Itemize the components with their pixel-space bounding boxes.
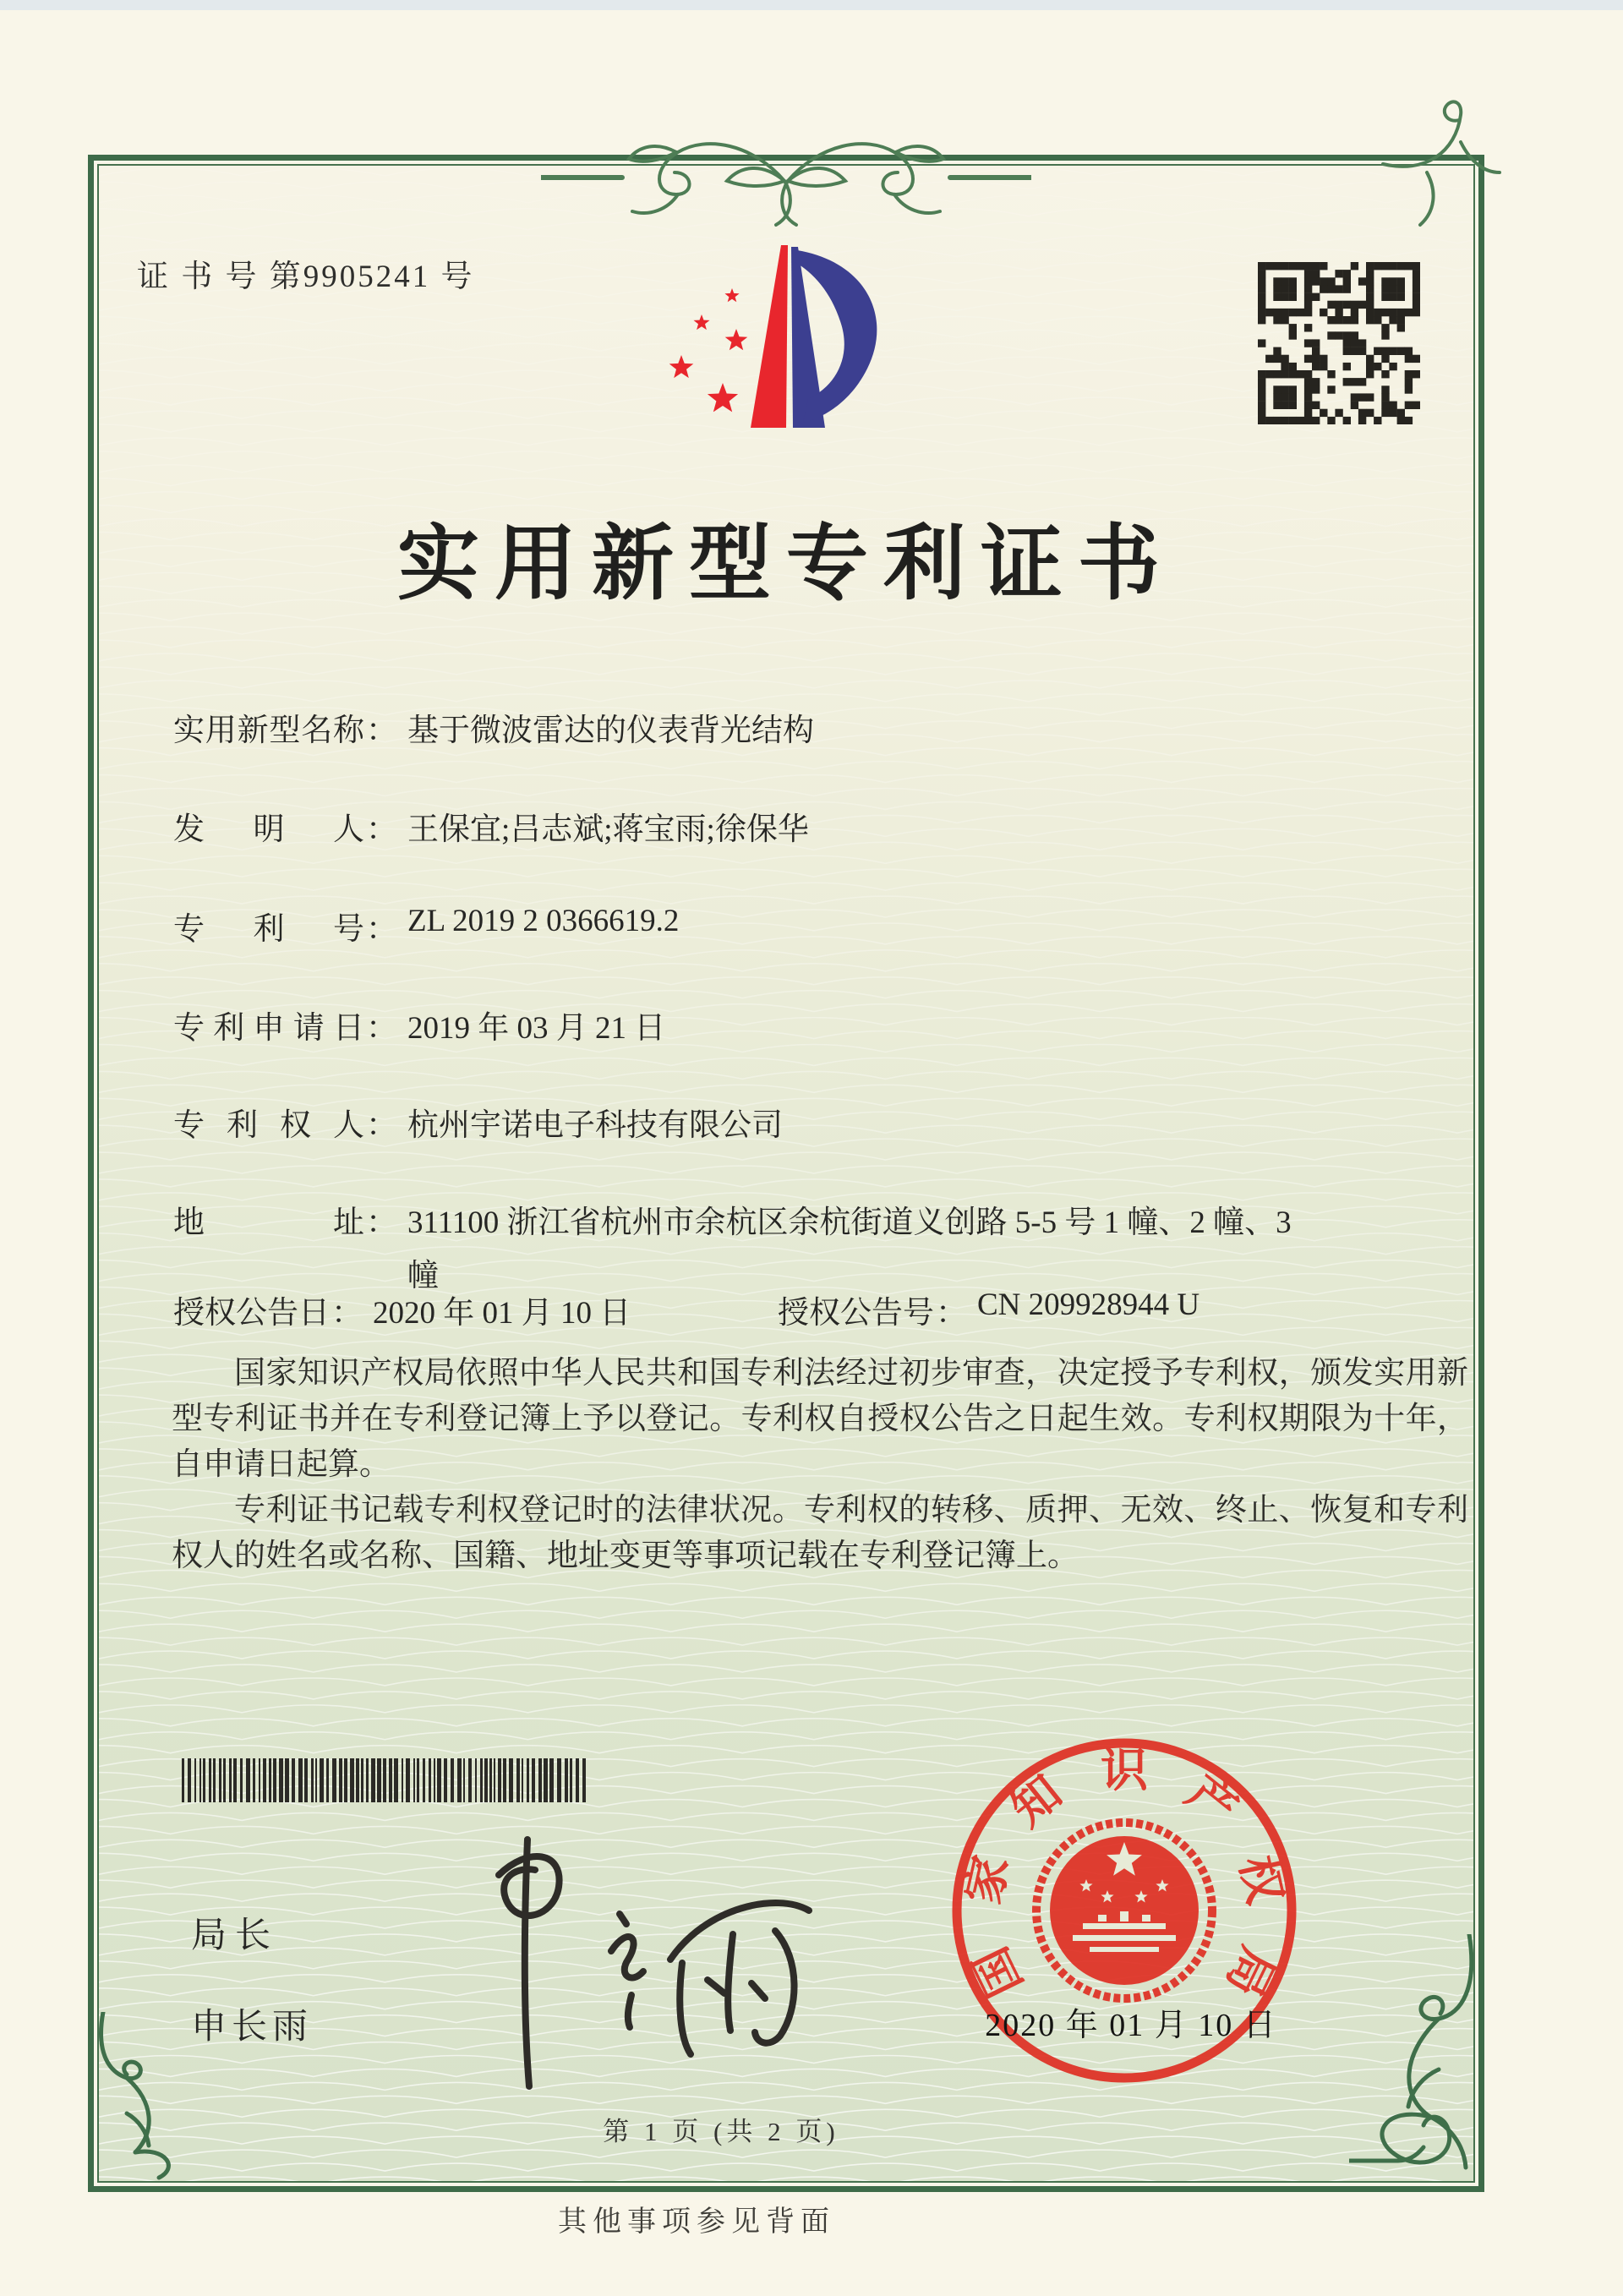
field-grant-date xyxy=(173,1287,631,1332)
field-colon: ： xyxy=(366,1011,397,1046)
field-utility-model-name xyxy=(173,704,814,750)
field-value: 311100 浙江省杭州市余杭区余杭街道义创路 5-5 号 1 幢、2 幢、3 幢 xyxy=(407,1205,1292,1293)
field-patentee xyxy=(173,1099,783,1145)
field-value: 杭州宇诺电子科技有限公司 xyxy=(407,1108,783,1143)
svg-text:产: 产 xyxy=(1176,1766,1247,1837)
field-label: 发明人 xyxy=(173,812,364,847)
field-value: 2020 年 01 月 10 日 xyxy=(373,1296,631,1331)
national-emblem xyxy=(1036,1823,1212,1998)
legal-text xyxy=(172,1351,1468,1579)
director-title: 局长 xyxy=(191,1916,280,1955)
director-name: 申长雨 xyxy=(191,2008,314,2047)
field-colon: ： xyxy=(366,1108,397,1143)
field-value: ZL 2019 2 0366619.2 xyxy=(407,904,680,938)
back-note: 其他事项参见背面 xyxy=(558,2206,835,2238)
document-title: 实用新型专利证书 xyxy=(397,519,1175,610)
field-colon: ： xyxy=(366,713,397,748)
svg-text:家: 家 xyxy=(957,1850,1019,1909)
field-filing-date xyxy=(173,1002,665,1047)
logo-blue-p xyxy=(791,247,877,428)
seal-date: 2020 年 01 月 10 日 xyxy=(985,2008,1277,2043)
field-colon: ： xyxy=(366,812,397,847)
field-colon: ： xyxy=(366,1205,397,1240)
cnipa-patent-logo xyxy=(658,240,911,451)
top-center-flourish-ornament xyxy=(541,100,1031,235)
logo-red-wedge xyxy=(751,245,788,428)
field-label: 地址 xyxy=(173,1205,364,1240)
field-colon: ： xyxy=(366,912,397,947)
bottom-left-corner-ornament xyxy=(95,2012,196,2181)
field-value: 王保宜;吕志斌;蒋宝雨;徐保华 xyxy=(407,812,809,847)
certificate-number: 证 书 号 第9905241 号 xyxy=(137,260,475,294)
field-label: 实用新型名称 xyxy=(173,713,364,748)
svg-text:局: 局 xyxy=(1216,1938,1284,2005)
svg-text:识: 识 xyxy=(1101,1744,1148,1797)
legal-paragraph-1: 国家知识产权局依照中华人民共和国专利法经过初步审查，决定授予专利权，颁发实用新型专利证书并在专利登记簿上予以登记。专利权自授权公告之日起生效。专利权期限为十年，自申请日起算。 xyxy=(172,1356,1468,1482)
field-value: CN 209928944 U xyxy=(977,1287,1200,1322)
barcode xyxy=(182,1758,587,1802)
svg-text:国: 国 xyxy=(965,1938,1033,2005)
field-label: 专利申请日 xyxy=(173,1011,364,1046)
scan-edge xyxy=(0,0,1623,10)
field-inventors xyxy=(173,803,809,849)
field-value: 基于微波雷达的仪表背光结构 xyxy=(407,713,814,748)
field-patent-number xyxy=(173,903,679,948)
field-colon: ： xyxy=(331,1296,363,1331)
qr-code xyxy=(1258,262,1420,424)
logo-stars xyxy=(669,288,748,412)
director-signature xyxy=(418,1826,841,2113)
field-label: 专利号 xyxy=(173,912,364,947)
bottom-right-corner-ornament xyxy=(1349,1934,1493,2188)
field-label: 授权公告日 xyxy=(173,1296,330,1331)
field-label: 授权公告号 xyxy=(778,1296,934,1331)
field-value: 2019 年 03 月 21 日 xyxy=(407,1011,666,1046)
field-label: 专利权人 xyxy=(173,1108,364,1143)
top-right-corner-ornament xyxy=(1376,91,1503,235)
field-colon: ： xyxy=(936,1296,967,1331)
svg-text:权: 权 xyxy=(1229,1850,1292,1909)
legal-paragraph-2: 专利证书记载专利权登记时的法律状况。专利权的转移、质押、无效、终止、恢复和专利权人的姓名或名称、国籍、地址变更等事项记载在专利登记簿上。 xyxy=(172,1493,1468,1573)
svg-text:知: 知 xyxy=(1002,1766,1073,1837)
field-grant-number xyxy=(778,1287,1199,1332)
page-indicator: 第 1 页 (共 2 页) xyxy=(603,2117,839,2146)
